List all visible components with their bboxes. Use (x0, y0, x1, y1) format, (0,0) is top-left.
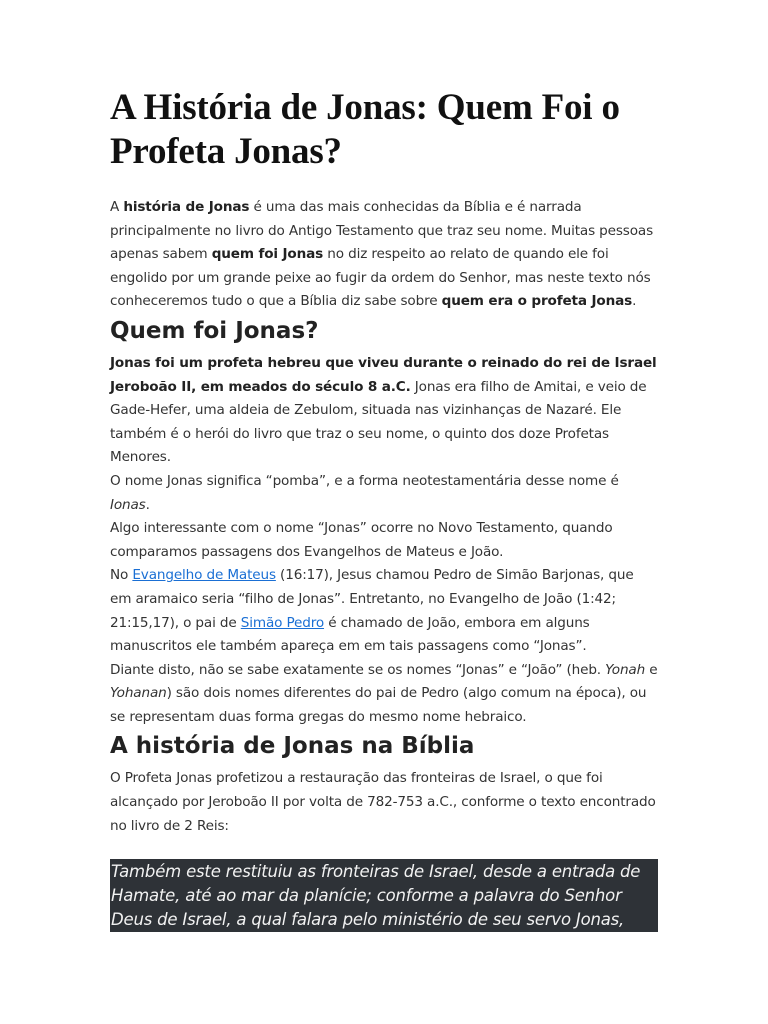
section-heading-quem-foi-jonas: Quem foi Jonas? (110, 317, 319, 344)
bible-quote-block: Também este restituiu as fronteiras de Israel, desde a entrada de Hamate, até ao mar da planície; conforme a palavra do Senhor Deus de Israel, a qual falara pelo ministério de seu servo Jonas, (110, 859, 658, 932)
paragraph-jonas-profeta (110, 352, 658, 470)
simao-pedro-link[interactable]: Simão Pedro (240, 614, 325, 631)
intro-text: no diz respeito ao relato de quando ele foi engolido por um grande peixe ao fugir da ordem do Senhor, mas neste texto nós conheceremos tudo o que a Bíblia diz sabe sobre (110, 246, 651, 310)
article (110, 86, 658, 932)
intro-text: é uma das mais conhecidas da Bíblia e é narrada principalmente no livro do Antigo Testamento que traz seu nome. Muitas pessoas apenas sabem (110, 199, 654, 263)
paragraph-text: (16:17), Jesus chamou Pedro de Simão Barjonas, que em aramaico seria “filho de Jonas”. Entretanto, no Evangelho de João (1:42; 21:15,17), o pai de (110, 567, 634, 631)
paragraph-italic: Yohanan (110, 685, 167, 702)
paragraph-text: Diante disto, não se sabe exatamente se os nomes “Jonas” e “João” (heb. (110, 661, 606, 678)
paragraph-evangelhos (110, 564, 658, 658)
paragraph-text: . (145, 496, 150, 513)
page-title: A História de Jonas: Quem Foi o Profeta Jonas? (110, 87, 620, 172)
intro-text: . (632, 293, 637, 310)
paragraph-novo-testamento: Algo interessante com o nome “Jonas” ocorre no Novo Testamento, quando comparamos passagens dos Evangelhos de Mateus e João. (110, 520, 613, 560)
paragraph-text: Jonas era filho de Amitai, e veio de Gade-Hefer, uma aldeia de Zebulom, situada nas vizinhanças de Nazaré. Ele também é o herói do livro que traz o seu nome, o quinto dos doze Profetas Menores. (110, 378, 647, 466)
intro-bold-3: quem era o profeta Jonas (441, 293, 633, 310)
paragraph-text: O nome Jonas significa “pomba”, e a forma neotestamentária desse nome é (110, 472, 619, 489)
paragraph-bold-lead: Jonas foi um profeta hebreu que viveu durante o reinado do rei de Israel Jeroboão II, em meados do século 8 a.C. (110, 354, 657, 395)
paragraph-restauracao: O Profeta Jonas profetizou a restauração das fronteiras de Israel, o que foi alcançado por Jeroboão II por volta de 782-753 a.C., conforme o texto encontrado no livro de 2 Reis: (110, 770, 656, 834)
paragraph-text: é chamado de João, embora em alguns manuscritos ele também apareça em em tais passagens como “Jonas”. (110, 614, 590, 655)
section-heading-historia-biblia: A história de Jonas na Bíblia (110, 733, 475, 760)
paragraph-nomes-hebraicos (110, 659, 658, 730)
evangelho-de-mateus-link[interactable]: Evangelho de Mateus (132, 567, 276, 584)
paragraph-italic: Ionas (110, 496, 146, 513)
intro-paragraph (110, 196, 658, 314)
paragraph-text: e (645, 661, 658, 678)
paragraph-text: No (110, 567, 133, 584)
intro-text: A (110, 199, 124, 215)
paragraph-italic: Yonah (605, 661, 646, 678)
intro-bold-1: história de Jonas (123, 199, 250, 215)
paragraph-nome-jonas (110, 470, 658, 517)
intro-bold-2: quem foi Jonas (211, 246, 324, 263)
paragraph-text: ) são dois nomes diferentes do pai de Pedro (algo comum na época), ou se representam duas forma gregas do mesmo nome hebraico. (110, 685, 647, 725)
